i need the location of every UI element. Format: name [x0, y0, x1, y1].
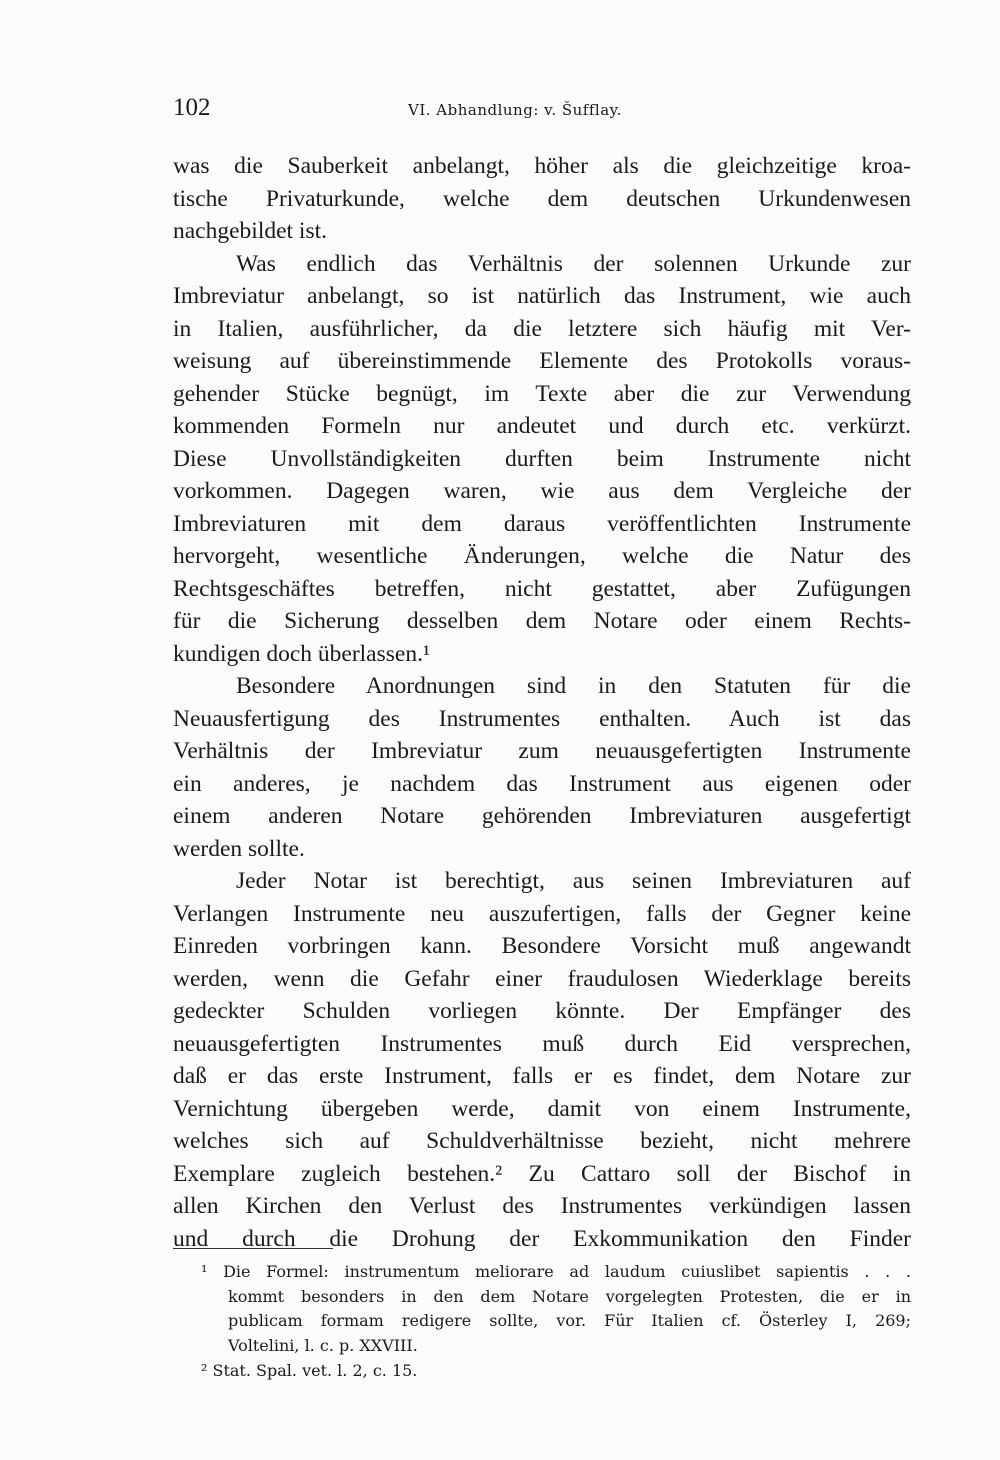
footnote-line: publicam formam redigere sollte, vor. Für Italien cf. Österley I, 269; — [228, 1311, 911, 1331]
text-line: kundigen doch überlassen.¹ — [173, 640, 430, 667]
text-line: kommenden Formeln nur andeutet und durch etc. verkürzt. — [173, 413, 911, 439]
text-line: Imbreviatur anbelangt, so ist natürlich das Instrument, wie auch — [173, 283, 911, 309]
text-line: werden, wenn die Gefahr einer fraudulosen Wiederklage bereits — [173, 965, 911, 992]
text-line: Verlangen Instrumente neu auszufertigen, falls der Gegner keine — [173, 900, 911, 927]
footnote-1: ¹ Die Formel: instrumentum meliorare ad laudum cuiuslibet sapientis . . . — [201, 1262, 911, 1281]
text-line: Exemplare zugleich bestehen.² Zu Cattaro soll der Bischof in — [173, 1160, 911, 1187]
text-line: welches sich auf Schuldverhältnisse bezieht, nicht mehrere — [173, 1128, 911, 1154]
text-line: allen Kirchen den Verlust des Instrumentes verkündigen lassen — [173, 1193, 911, 1219]
text-line: Verhältnis der Imbreviatur zum neuausgefertigten Instrumente — [173, 738, 911, 764]
text-line: einem anderen Notare gehörenden Imbreviaturen ausgefertigt — [173, 803, 911, 829]
page-number: 102 — [173, 94, 211, 121]
text-line: gedeckter Schulden vorliegen könnte. Der Empfänger des — [173, 998, 911, 1024]
text-line: Rechtsgeschäftes betreffen, nicht gestattet, aber Zufügungen — [173, 575, 911, 602]
footnotes — [173, 1260, 911, 1383]
text-line: Was endlich das Verhältnis der solennen Urkunde zur — [236, 250, 911, 277]
text-line: für die Sicherung desselben dem Notare oder einem Rechts- — [173, 608, 911, 634]
text-line: gehender Stücke begnügt, im Texte aber die zur Verwendung — [173, 380, 911, 407]
text-line: was die Sauberkeit anbelangt, höher als die gleichzeitige kroa- — [173, 153, 911, 179]
text-line: Imbreviaturen mit dem daraus veröffentlichten Instrumente — [173, 510, 911, 537]
text-line: werden sollte. — [173, 835, 305, 862]
text-line: Neuausfertigung des Instrumentes enthalten. Auch ist das — [173, 705, 911, 732]
text-line: hervorgeht, wesentliche Änderungen, welche die Natur des — [173, 543, 911, 569]
text-line: Jeder Notar ist berechtigt, aus seinen Imbreviaturen auf — [236, 868, 911, 894]
text-line: Besondere Anordnungen sind in den Statuten für die — [236, 673, 911, 699]
text-line: Einreden vorbringen kann. Besondere Vorsicht muß angewandt — [173, 933, 911, 959]
body-text — [173, 150, 911, 1255]
text-line: daß er das erste Instrument, falls er es findet, dem Notare zur — [173, 1063, 911, 1089]
footnote-2: ² Stat. Spal. vet. l. 2, c. 15. — [201, 1360, 418, 1380]
running-head — [173, 92, 913, 132]
running-title: VI. Abhandlung: v. Šufflay. — [408, 101, 622, 119]
footnote-line: kommt besonders in den dem Notare vorgelegten Protesten, die er in — [228, 1286, 911, 1306]
text-line: nachgebildet ist. — [173, 218, 328, 244]
text-line: und durch die Drohung der Exkommunikation den Finder — [173, 1225, 911, 1252]
text-line: neuausgefertigten Instrumentes muß durch Eid versprechen, — [173, 1030, 911, 1057]
text-line: tische Privaturkunde, welche dem deutschen Urkundenwesen — [173, 185, 911, 212]
text-line: in Italien, ausführlicher, da die letztere sich häufig mit Ver- — [173, 315, 911, 342]
text-line: weisung auf übereinstimmende Elemente des Protokolls voraus- — [173, 348, 911, 374]
text-line: Vernichtung übergeben werde, damit von einem Instrumente, — [173, 1095, 911, 1122]
text-line: vorkommen. Dagegen waren, wie aus dem Vergleiche der — [173, 478, 911, 504]
text-line: ein anderes, je nachdem das Instrument aus eigenen oder — [173, 770, 911, 797]
footnote-divider — [173, 1248, 333, 1249]
text-line: Diese Unvollständigkeiten durften beim Instrumente nicht — [173, 445, 911, 472]
footnote-line: Voltelini, l. c. p. XXVIII. — [228, 1336, 418, 1356]
